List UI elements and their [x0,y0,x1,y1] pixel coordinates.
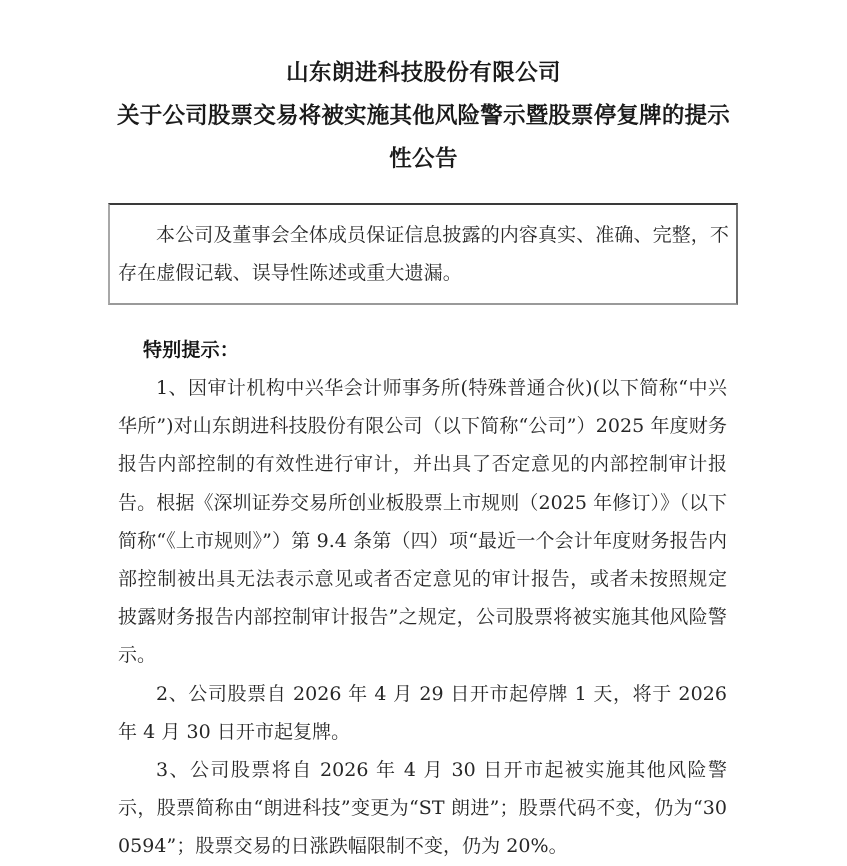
disclaimer-box [108,203,738,305]
body-paragraph-3: 3、公司股票将自 2026 年 4 月 30 日开市起被实施其他风险警示，股票简称由“朗进科技”变更为“ST 朗进”；股票代码不变，仍为“300594”；股票交易的日涨跌幅限制不变，仍为 20%。 [118,759,727,858]
body-paragraph-1: 1、因审计机构中兴华会计师事务所(特殊普通合伙)(以下简称“中兴华所”)对山东朗进科技股份有限公司（以下简称“公司”）2025 年度财务报告内部控制的有效性进行审计，并出具了否定意见的内部控制审计报告。根据《深圳证券交易所创业板股票上市规则（2025 年修订）》（以下简称“《上市规则》”）第 9.4 条第（四）项“最近一个会计年度财务报告内部控制被出具无法表示意见或者否定意见的审计报告，或者未按照规定披露财务报告内部控制审计报告”之规定，公司股票将被实施其他风险警示。 [118,377,727,667]
document-body [0,331,847,866]
document-title-block [0,0,847,181]
page-title-line-3: 性公告 [389,146,458,172]
body-paragraph-2: 2、公司股票自 2026 年 4 月 29 日开市起停牌 1 天，将于 2026 年 4 月 30 日开市起复牌。 [118,682,727,743]
disclaimer-text: 本公司及董事会全体成员保证信息披露的内容真实、准确、完整，不存在虚假记载、误导性陈述或重大遗漏。 [118,224,730,284]
page-title-line-2: 关于公司股票交易将被实施其他风险警示暨股票停复牌的提示 [117,103,730,129]
page-title-line-1: 山东朗进科技股份有限公司 [286,60,561,86]
disclaimer-box-wrapper [0,203,847,305]
special-notice-heading: 特别提示： [143,339,240,361]
